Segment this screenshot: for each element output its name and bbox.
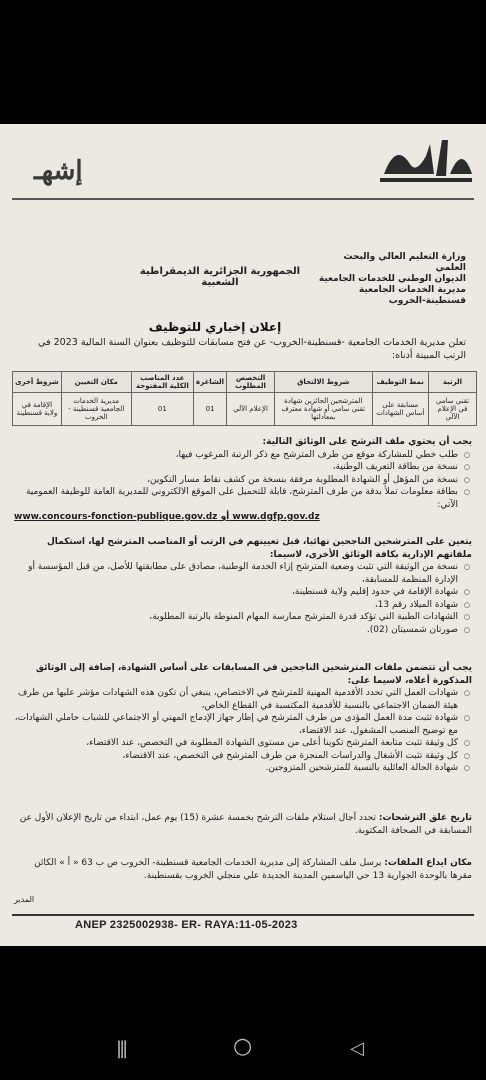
diploma-candidates-section: [14, 662, 472, 775]
home-button[interactable]: ○: [233, 1034, 253, 1059]
back-button[interactable]: ◁: [350, 1038, 364, 1059]
section-text: يرسل ملف المشاركة إلى مديرية الخدمات الجامعية قسنطينة- الخروب ص ب 63 « أ » الكائن مقرها بالوحدة الجوارية 13 حي الياسمين المدينة الجديدة علي منجلي الخروب بقسنطينة.: [34, 858, 472, 881]
table-cell: مديرية الخدمات الجامعية قسنطينة - الخروب: [61, 393, 131, 426]
section-label: مكان ايداع الملفات:: [384, 858, 472, 868]
successful-candidates-section: [14, 536, 472, 636]
announcement-title: إعلان إخباري للتوظيف: [148, 320, 282, 334]
table-header: مكان التعيين: [61, 372, 131, 393]
intro-paragraph: تعلن مديرية الخدمات الجامعية -قسنطينة-الخروب- عن فتح مسابقات للتوظيف بعنوان السنة المالية 2023 في الرتب المبينة أدناه:: [38, 337, 466, 361]
table-cell: الإقامة في ولاية قسنطينة: [13, 393, 62, 426]
documents-list: [14, 561, 472, 636]
ministry-line: الديوان الوطني للخدمات الجامعية: [318, 274, 466, 284]
footer-rule: [12, 914, 474, 916]
table-header: شروط أخرى: [13, 372, 62, 393]
submission-place-section: [14, 857, 472, 882]
ministry-line: وزارة التعليم العالي والبحث العلمي: [343, 252, 466, 273]
list-item: ○ شهادة الإقامة في حدود إقليم ولاية قسنطينة،: [14, 586, 458, 599]
table-cell: مسابقة على أساس الشهادات: [372, 393, 429, 426]
table-cell: المترشحين الحائزين شهادة تقني سامي أو شهادة معترف بمعادلتها: [275, 393, 372, 426]
list-item: ○ شهادات العمل التي تحدد الأقدمية المهنية للمترشح في الاختصاص، ينبغي أن تكون هذه الشهادات مؤشر عليها من طرف هيئة الضمان الاجتماعي بالنسبة للأقدمية المكتسبة في القطاع الخاص،: [14, 687, 458, 712]
positions-table: [12, 371, 477, 426]
ishhar-logo: إشهـ: [34, 156, 83, 186]
list-item: ○ شهادة تثبت مدة العمل المؤدى من طرف المترشح في إطار جهاز الإدماج المهني أو الاجتماعي للشباب حاملي الشهادات، مع توضيح المنصب المشغول، عند الاقتضاء،: [14, 712, 458, 737]
newspaper-logo: [376, 134, 476, 186]
table-header: عدد المناصب الكلية المفتوحة: [131, 372, 193, 393]
table-cell: 01: [194, 393, 227, 426]
anep-reference: ANEP 2325002938- ER- RAYA:11-05-2023: [75, 919, 298, 931]
republic-title: الجمهورية الجزائرية الديمقراطية الشعبية: [139, 266, 301, 288]
table-cell: 01: [131, 393, 193, 426]
list-item: ○ الشهادات الطبية التي تؤكد قدرة المترشح ممارسة المهام المنوطة بالرتبة المطلوبة،: [14, 611, 458, 624]
table-header: الرتبة: [429, 372, 477, 393]
section-title: يجب أن تتضمن ملفات المترشحين الناجحين في المسابقات على أساس الشهادة، إضافة إلى الوثائق المذكورة أعلاه، لاسيما على:: [36, 663, 472, 686]
masthead-rule: [12, 198, 474, 200]
url-line: [14, 511, 472, 524]
table-header: نمط التوظيف: [372, 372, 429, 393]
url-link[interactable]: www.dgfp.gov.dz: [232, 512, 320, 522]
list-item: ○ نسخة من الوثيقة التي تثبت وضعية المترشح إزاء الخدمة الوطنية، مصادق على مطابقتها للأصل، من قبل المؤسسة أو الإدارة المنظمة للمسابقة،: [14, 561, 458, 586]
table-header-row: [13, 372, 477, 393]
list-item: ○ شهادة الحالة العائلية بالنسبة للمترشحين المتزوجين.: [14, 762, 458, 775]
required-documents-section: [14, 436, 472, 524]
documents-list: [14, 687, 472, 775]
table-row: [13, 393, 477, 426]
list-item: ○ نسخة من المؤهل أو الشهادة المطلوبة مرفقة بنسخة من كشف نقاط مسار التكوين،: [14, 474, 458, 487]
recents-button[interactable]: |||: [116, 1038, 126, 1059]
ministry-line: مديرية الخدمات الجامعية قسنطينة-الخروب: [358, 285, 466, 306]
list-item: ○ كل وثيقة تثبت الأشغال والدراسات المنجزة من طرف المترشح في التخصص، عند الاقتضاء،: [14, 750, 458, 763]
android-navbar: [0, 1020, 486, 1080]
url-link[interactable]: www.concours-fonction-publique.gov.dz: [14, 512, 218, 522]
list-item: ○ بطاقة معلومات تملأ بدقة من طرف المترشح، قابلة للتحميل على الموقع الالكتروني للمديرية العامة للوظيفة العمومية الآتي:: [14, 486, 458, 511]
url-separator: أو: [220, 512, 230, 522]
section-title: يتعين على المترشحين الناجحين نهائيا، قبل تعيينهم في الرتب أو المناصب المترشح لها، استكمال ملفاتهم الإدارية بكافة الوثائق الأخرى، لاسيما:: [46, 537, 472, 560]
table-header: شروط الالتحاق: [275, 372, 372, 393]
table-cell: تقني سامي في الإعلام الآلي: [429, 393, 477, 426]
table-header: الشاغرة: [194, 372, 227, 393]
list-item: ○ نسخة من بطاقة التعريف الوطنية،: [14, 461, 458, 474]
list-item: ○ كل وثيقة تثبت متابعة المترشح تكوينا أعلى من مستوى الشهادة المطلوبة في التخصص، عند الاقتضاء،: [14, 737, 458, 750]
section-label: تاريخ غلق الترشحات:: [378, 813, 472, 823]
section-text: تحدد آجال استلام ملفات الترشح بخمسة عشرة (15) يوم عمل، ابتداء من تاريخ الإعلان الأول عن المسابقة في الصحافة المكتوبة.: [19, 813, 472, 836]
masthead: [0, 134, 486, 189]
table-header: التخصص المطلوب: [227, 372, 275, 393]
list-item: ○ صورتان شمسيتان (02).: [14, 624, 458, 637]
signature: المدير: [14, 895, 35, 904]
documents-list: [14, 449, 472, 512]
list-item: ○ شهادة الميلاد رقم 13،: [14, 599, 458, 612]
list-item: ○ طلب خطي للمشاركة موقع من طرف المترشح مع ذكر الرتبة المرغوب فيها،: [14, 449, 458, 462]
closing-date-section: [14, 812, 472, 837]
table-cell: الإعلام الآلي: [227, 393, 275, 426]
ministry-block: [316, 252, 466, 307]
section-title: يجب أن يحتوي ملف الترشح على الوثائق التالية:: [262, 437, 472, 447]
newspaper-page: [0, 124, 486, 946]
